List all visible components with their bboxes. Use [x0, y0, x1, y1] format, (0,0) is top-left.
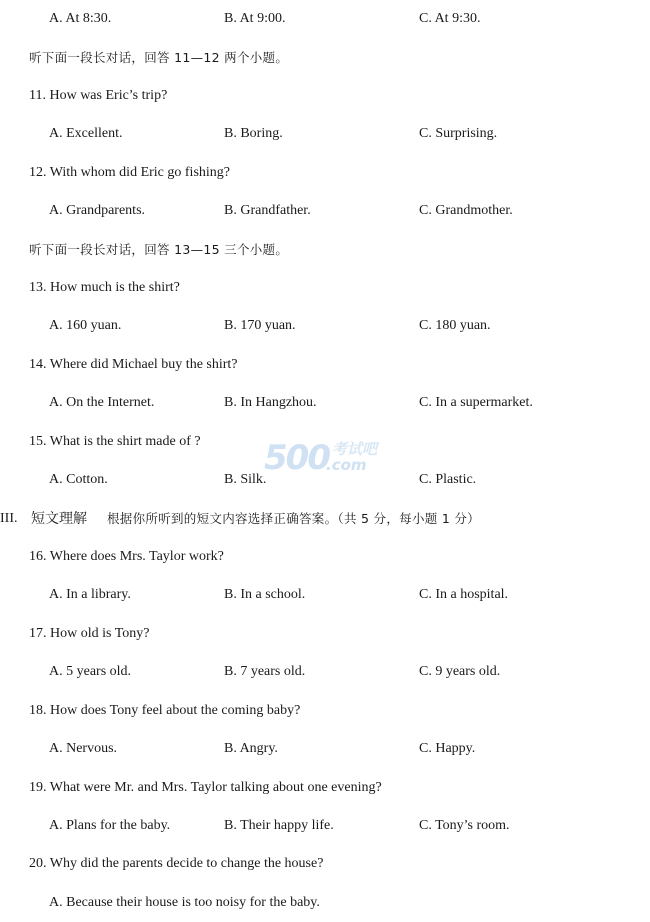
- instruction-text: 听下面一段长对话，回答 11—12 两个小题。: [29, 50, 289, 65]
- question-18: [0, 701, 650, 721]
- question-text: 20. Why did the parents decide to change the house?: [29, 856, 324, 871]
- option-a: A. Excellent.: [49, 126, 123, 141]
- instruction-11-12: [0, 48, 650, 68]
- option-c: C. 180 yuan.: [419, 318, 491, 333]
- option-c: C. Plastic.: [419, 472, 477, 487]
- question-20-options: [0, 893, 650, 913]
- option-c: C. Grandmother.: [419, 203, 513, 218]
- question-text: 15. What is the shirt made of ?: [29, 434, 201, 449]
- option-a: A. Grandparents.: [49, 203, 146, 218]
- question-19-options: [0, 816, 650, 836]
- question-text: 11. How was Eric’s trip?: [29, 88, 168, 103]
- option-a: A. Plans for the baby.: [49, 818, 171, 833]
- watermark-number: 500: [264, 438, 329, 478]
- option-c: C. In a hospital.: [419, 587, 509, 602]
- option-a: A. Cotton.: [49, 472, 108, 487]
- question-11: [0, 86, 650, 106]
- option-b: B. Their happy life.: [224, 818, 334, 833]
- option-a: A. 5 years old.: [49, 664, 132, 679]
- question-12: [0, 163, 650, 183]
- option-b: B. In Hangzhou.: [224, 395, 317, 410]
- question-text: 13. How much is the shirt?: [29, 280, 180, 295]
- question-13-options: [0, 316, 650, 336]
- option-a: A. On the Internet.: [49, 395, 155, 410]
- watermark-top: 考试吧: [332, 440, 378, 458]
- q10-options: [0, 9, 650, 29]
- watermark-bottom: .com: [326, 456, 367, 474]
- option-a: A. Because their house is too noisy for the baby.: [49, 895, 320, 910]
- question-text: 19. What were Mr. and Mrs. Taylor talking about one evening?: [29, 780, 382, 795]
- question-13: [0, 278, 650, 298]
- instruction-text: 听下面一段长对话，回答 13—15 三个小题。: [29, 242, 289, 257]
- question-text: 12. With whom did Eric go fishing?: [29, 165, 230, 180]
- option-b: B. Grandfather.: [224, 203, 311, 218]
- instruction-13-15: [0, 240, 650, 260]
- question-14: [0, 355, 650, 375]
- question-text: 17. How old is Tony?: [29, 626, 150, 641]
- question-20: [0, 854, 650, 874]
- option-c: C. Happy.: [419, 741, 476, 756]
- question-text: 14. Where did Michael buy the shirt?: [29, 357, 238, 372]
- option-c: C. Tony’s room.: [419, 818, 510, 833]
- option-b: B. In a school.: [224, 587, 306, 602]
- option-b: B. 170 yuan.: [224, 318, 296, 333]
- option-a: A. In a library.: [49, 587, 131, 602]
- question-15: [0, 432, 650, 452]
- question-12-options: [0, 201, 650, 221]
- option-b: B. 7 years old.: [224, 664, 306, 679]
- option-c: C. In a supermarket.: [419, 395, 533, 410]
- option-a: A. Nervous.: [49, 741, 118, 756]
- question-15-options: [0, 470, 650, 490]
- section-3-heading: [0, 509, 650, 529]
- question-16: [0, 547, 650, 567]
- question-19: [0, 778, 650, 798]
- question-18-options: [0, 739, 650, 759]
- section-title: 短文理解: [31, 511, 87, 527]
- option-c: C. 9 years old.: [419, 664, 501, 679]
- question-text: 18. How does Tony feel about the coming baby?: [29, 703, 301, 718]
- option-b: B. Silk.: [224, 472, 267, 487]
- section-number: III.: [0, 511, 18, 526]
- section-instruction: 根据你所听到的短文内容选择正确答案。（共 5 分，每小题 1 分）: [107, 511, 480, 526]
- option-b: B. Boring.: [224, 126, 283, 141]
- q10-option-b: B. At 9:00.: [224, 11, 286, 26]
- q10-option-a: A. At 8:30.: [49, 11, 112, 26]
- option-b: B. Angry.: [224, 741, 278, 756]
- option-c: C. Surprising.: [419, 126, 498, 141]
- option-a: A. 160 yuan.: [49, 318, 122, 333]
- question-16-options: [0, 585, 650, 605]
- question-11-options: [0, 124, 650, 144]
- question-14-options: [0, 393, 650, 413]
- q10-option-c: C. At 9:30.: [419, 11, 481, 26]
- question-17-options: [0, 662, 650, 682]
- question-17: [0, 624, 650, 644]
- question-text: 16. Where does Mrs. Taylor work?: [29, 549, 224, 564]
